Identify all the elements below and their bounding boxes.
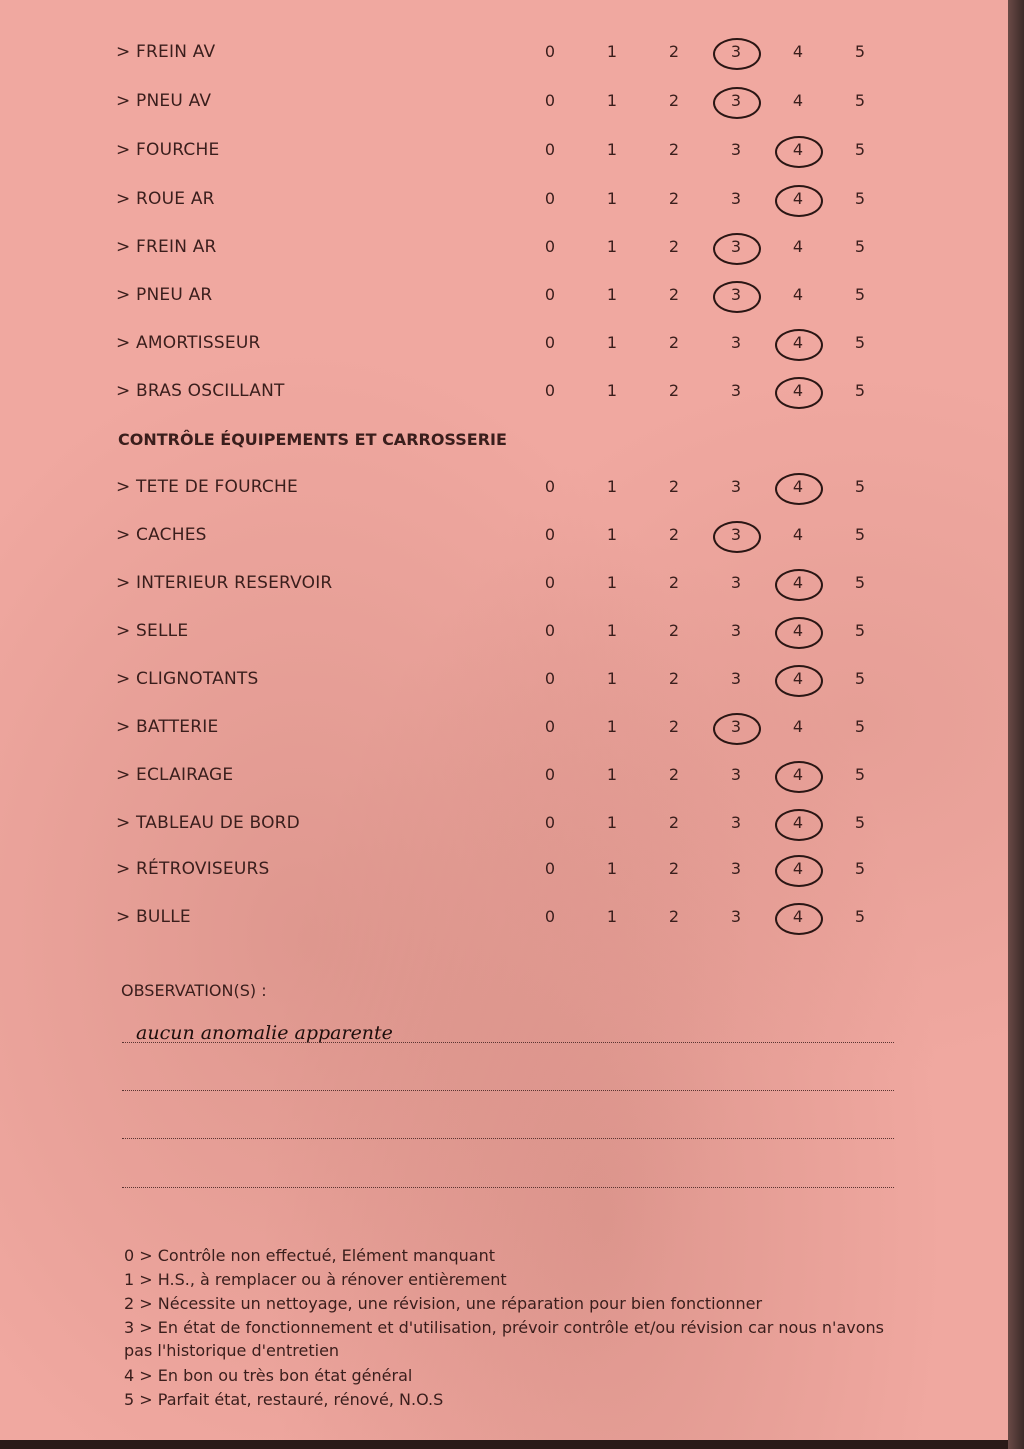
dotted-line xyxy=(122,1187,894,1188)
row-label: > INTERIEUR RESERVOIR xyxy=(116,573,333,593)
row-label: > ROUE AR xyxy=(116,189,215,209)
selected-score-circle xyxy=(713,87,761,119)
score-0: 0 xyxy=(544,381,556,400)
score-0: 0 xyxy=(544,91,556,110)
score-5: 5 xyxy=(854,907,866,926)
score-1: 1 xyxy=(606,621,618,640)
score-0: 0 xyxy=(544,189,556,208)
observation-handwritten-note: aucun anomalie apparente xyxy=(136,1022,393,1044)
score-0: 0 xyxy=(544,907,556,926)
score-2: 2 xyxy=(668,140,680,159)
score-5: 5 xyxy=(854,91,866,110)
row-label: > RÉTROVISEURS xyxy=(116,859,270,879)
legend-line: 4 > En bon ou très bon état général xyxy=(124,1366,413,1385)
score-4: 4 xyxy=(792,525,804,544)
score-2: 2 xyxy=(668,189,680,208)
score-1: 1 xyxy=(606,91,618,110)
checklist-row xyxy=(0,233,1008,263)
score-1: 1 xyxy=(606,765,618,784)
checklist-row xyxy=(0,903,1008,933)
score-5: 5 xyxy=(854,140,866,159)
selected-score-circle xyxy=(775,855,823,887)
score-4: 4 xyxy=(792,813,804,832)
score-4: 4 xyxy=(792,333,804,352)
score-5: 5 xyxy=(854,813,866,832)
checklist-row xyxy=(0,377,1008,407)
legend-line: 1 > H.S., à remplacer ou à rénover entièrement xyxy=(124,1270,507,1289)
score-1: 1 xyxy=(606,333,618,352)
checklist-row xyxy=(0,136,1008,166)
score-5: 5 xyxy=(854,765,866,784)
selected-score-circle xyxy=(775,473,823,505)
score-4: 4 xyxy=(792,765,804,784)
score-1: 1 xyxy=(606,669,618,688)
score-3: 3 xyxy=(730,765,742,784)
score-3: 3 xyxy=(730,285,742,304)
score-3: 3 xyxy=(730,813,742,832)
score-0: 0 xyxy=(544,42,556,61)
score-2: 2 xyxy=(668,525,680,544)
score-2: 2 xyxy=(668,42,680,61)
score-3: 3 xyxy=(730,669,742,688)
selected-score-circle xyxy=(775,665,823,697)
score-2: 2 xyxy=(668,621,680,640)
score-3: 3 xyxy=(730,237,742,256)
score-3: 3 xyxy=(730,140,742,159)
score-2: 2 xyxy=(668,573,680,592)
score-0: 0 xyxy=(544,140,556,159)
score-4: 4 xyxy=(792,381,804,400)
selected-score-circle xyxy=(775,617,823,649)
checklist-row xyxy=(0,855,1008,885)
score-5: 5 xyxy=(854,859,866,878)
score-4: 4 xyxy=(792,573,804,592)
legend-line: 3 > En état de fonctionnement et d'utilisation, prévoir contrôle et/ou révision car nous n'avons pas l'historique d'entretien xyxy=(124,1318,884,1360)
selected-score-circle xyxy=(775,761,823,793)
selected-score-circle xyxy=(775,903,823,935)
score-1: 1 xyxy=(606,42,618,61)
score-5: 5 xyxy=(854,717,866,736)
score-1: 1 xyxy=(606,907,618,926)
score-3: 3 xyxy=(730,621,742,640)
selected-score-circle xyxy=(775,377,823,409)
score-4: 4 xyxy=(792,669,804,688)
score-5: 5 xyxy=(854,189,866,208)
row-label: > PNEU AR xyxy=(116,285,213,305)
selected-score-circle xyxy=(775,809,823,841)
scan-edge xyxy=(1008,0,1024,1449)
dotted-line xyxy=(122,1090,894,1091)
score-1: 1 xyxy=(606,717,618,736)
score-0: 0 xyxy=(544,477,556,496)
checklist-row xyxy=(0,569,1008,599)
observations-title: OBSERVATION(S) : xyxy=(121,981,267,1000)
score-2: 2 xyxy=(668,859,680,878)
score-0: 0 xyxy=(544,525,556,544)
score-1: 1 xyxy=(606,381,618,400)
score-0: 0 xyxy=(544,669,556,688)
selected-score-circle xyxy=(713,233,761,265)
score-3: 3 xyxy=(730,717,742,736)
score-5: 5 xyxy=(854,525,866,544)
legend-line: 2 > Nécessite un nettoyage, une révision, une réparation pour bien fonctionner xyxy=(124,1294,763,1313)
dotted-line xyxy=(122,1138,894,1139)
score-5: 5 xyxy=(854,333,866,352)
score-0: 0 xyxy=(544,765,556,784)
checklist-row xyxy=(0,185,1008,215)
dotted-line xyxy=(122,1042,894,1043)
selected-score-circle xyxy=(713,281,761,313)
row-label: > PNEU AV xyxy=(116,91,212,111)
row-label: > FREIN AV xyxy=(116,42,216,62)
score-1: 1 xyxy=(606,859,618,878)
score-3: 3 xyxy=(730,91,742,110)
row-label: > CACHES xyxy=(116,525,207,545)
score-0: 0 xyxy=(544,621,556,640)
score-1: 1 xyxy=(606,813,618,832)
score-2: 2 xyxy=(668,669,680,688)
score-2: 2 xyxy=(668,477,680,496)
legend-line: 0 > Contrôle non effectué, Elément manquant xyxy=(124,1246,495,1265)
score-5: 5 xyxy=(854,381,866,400)
score-2: 2 xyxy=(668,813,680,832)
score-0: 0 xyxy=(544,285,556,304)
score-0: 0 xyxy=(544,573,556,592)
score-1: 1 xyxy=(606,237,618,256)
checklist-row xyxy=(0,761,1008,791)
score-1: 1 xyxy=(606,525,618,544)
checklist-row xyxy=(0,473,1008,503)
score-2: 2 xyxy=(668,907,680,926)
score-4: 4 xyxy=(792,717,804,736)
score-3: 3 xyxy=(730,381,742,400)
score-4: 4 xyxy=(792,859,804,878)
score-4: 4 xyxy=(792,285,804,304)
score-5: 5 xyxy=(854,285,866,304)
score-4: 4 xyxy=(792,237,804,256)
score-4: 4 xyxy=(792,907,804,926)
row-label: > FREIN AR xyxy=(116,237,217,257)
row-label: > TABLEAU DE BORD xyxy=(116,813,300,833)
checklist-row xyxy=(0,665,1008,695)
score-1: 1 xyxy=(606,573,618,592)
row-label: > ECLAIRAGE xyxy=(116,765,234,785)
score-4: 4 xyxy=(792,621,804,640)
score-4: 4 xyxy=(792,140,804,159)
score-4: 4 xyxy=(792,42,804,61)
score-2: 2 xyxy=(668,285,680,304)
selected-score-circle xyxy=(775,136,823,168)
score-1: 1 xyxy=(606,140,618,159)
selected-score-circle xyxy=(775,569,823,601)
row-label: > TETE DE FOURCHE xyxy=(116,477,298,497)
score-4: 4 xyxy=(792,91,804,110)
score-5: 5 xyxy=(854,573,866,592)
score-3: 3 xyxy=(730,42,742,61)
score-0: 0 xyxy=(544,717,556,736)
score-4: 4 xyxy=(792,477,804,496)
checklist-row xyxy=(0,87,1008,117)
score-1: 1 xyxy=(606,477,618,496)
score-0: 0 xyxy=(544,333,556,352)
score-3: 3 xyxy=(730,859,742,878)
row-label: > FOURCHE xyxy=(116,140,220,160)
row-label: > BATTERIE xyxy=(116,717,219,737)
score-3: 3 xyxy=(730,189,742,208)
selected-score-circle xyxy=(775,185,823,217)
score-0: 0 xyxy=(544,859,556,878)
score-3: 3 xyxy=(730,573,742,592)
row-label: > BRAS OSCILLANT xyxy=(116,381,285,401)
score-2: 2 xyxy=(668,381,680,400)
score-2: 2 xyxy=(668,333,680,352)
row-label: > SELLE xyxy=(116,621,189,641)
legend-line: 5 > Parfait état, restauré, rénové, N.O.S xyxy=(124,1390,444,1409)
checklist-row xyxy=(0,281,1008,311)
row-label: > CLIGNOTANTS xyxy=(116,669,259,689)
checklist-row xyxy=(0,38,1008,68)
checklist-row xyxy=(0,713,1008,743)
score-3: 3 xyxy=(730,333,742,352)
score-5: 5 xyxy=(854,669,866,688)
score-5: 5 xyxy=(854,42,866,61)
checklist-row xyxy=(0,809,1008,839)
score-2: 2 xyxy=(668,91,680,110)
score-0: 0 xyxy=(544,813,556,832)
score-5: 5 xyxy=(854,237,866,256)
score-4: 4 xyxy=(792,189,804,208)
score-1: 1 xyxy=(606,189,618,208)
selected-score-circle xyxy=(713,38,761,70)
score-5: 5 xyxy=(854,477,866,496)
row-label: > AMORTISSEUR xyxy=(116,333,261,353)
checklist-row xyxy=(0,617,1008,647)
score-3: 3 xyxy=(730,907,742,926)
checklist-row xyxy=(0,329,1008,359)
score-2: 2 xyxy=(668,765,680,784)
score-1: 1 xyxy=(606,285,618,304)
score-3: 3 xyxy=(730,477,742,496)
score-2: 2 xyxy=(668,237,680,256)
score-3: 3 xyxy=(730,525,742,544)
row-label: > BULLE xyxy=(116,907,191,927)
score-0: 0 xyxy=(544,237,556,256)
selected-score-circle xyxy=(713,521,761,553)
section-title: CONTRÔLE ÉQUIPEMENTS ET CARROSSERIE xyxy=(118,430,507,449)
selected-score-circle xyxy=(775,329,823,361)
score-5: 5 xyxy=(854,621,866,640)
checklist-row xyxy=(0,521,1008,551)
score-2: 2 xyxy=(668,717,680,736)
selected-score-circle xyxy=(713,713,761,745)
